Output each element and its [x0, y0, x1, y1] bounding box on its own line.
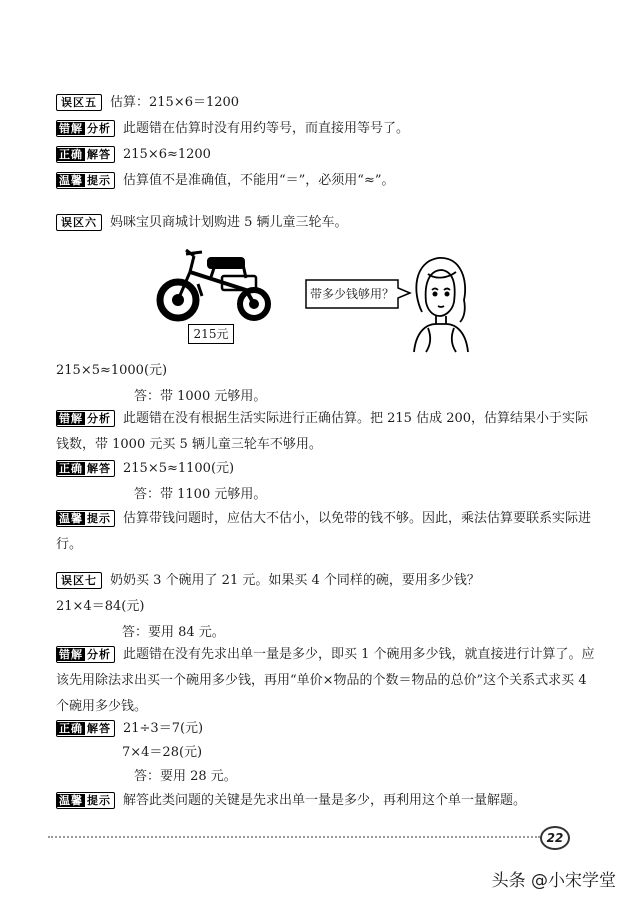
s7-tag: 误区七: [56, 572, 102, 589]
s6-answer-line1: 215×5≈1100(元): [123, 461, 235, 476]
s5-tag: 误区五: [56, 94, 102, 111]
s6-tip-row: [56, 506, 600, 558]
correct-answer-label: 正确 解答: [56, 146, 115, 163]
s6-problem-row: [56, 212, 600, 233]
s7-answer-row: [56, 718, 600, 739]
s7-wrong-line1: 21×4＝84(元): [56, 599, 145, 614]
s6-answer-row: [56, 458, 600, 479]
s6-wrong-line1: 215×5≈1000(元): [56, 363, 168, 378]
footer-divider: [48, 836, 540, 838]
s5-answer: 215×6≈1200: [123, 147, 211, 162]
s6-answer-line2: 答：带 1100 元够用。: [134, 487, 267, 502]
error-analysis-label: 错解 分析: [56, 410, 115, 427]
s5-answer-row: [56, 144, 600, 165]
tip-label: 温馨 提示: [56, 792, 115, 809]
s6-analysis-row: [56, 406, 600, 458]
s5-analysis-row: [56, 118, 600, 139]
s6-tip: 估算带钱问题时，应估大不估小，以免带的钱不够。因此，乘法估算要联系实际进行。: [56, 511, 592, 552]
page-number: 22: [540, 826, 570, 850]
s6-problem: 妈咪宝贝商城计划购进 5 辆儿童三轮车。: [110, 215, 348, 230]
s7-problem: 奶奶买 3 个碗用了 21 元。如果买 4 个同样的碗，要用多少钱？: [110, 573, 480, 588]
tip-label: 温馨 提示: [56, 510, 115, 527]
s5-problem: 估算：215×6＝1200: [110, 95, 240, 110]
s7-tip: 解答此类问题的关键是先求出单一量是多少，再利用这个单一量解题。: [123, 793, 527, 808]
s7-answer-line3: 答：要用 28 元。: [134, 769, 237, 784]
s5-tip: 估算值不是准确值，不能用“＝”，必须用“≈”。: [123, 173, 395, 188]
s7-wrong-line2: 答：要用 84 元。: [122, 625, 225, 640]
watermark: 头条 @小宋学堂: [491, 871, 616, 891]
s5-tip-row: [56, 170, 600, 191]
price-tag: 215元: [188, 324, 234, 344]
s7-analysis: 此题错在没有先求出单一量是多少，即买 1 个碗用多少钱，就直接进行计算了。应该先用除法求出买一个碗用多少钱，再用“单价×物品的个数＝物品的总价”这个关系式求买 4 个碗用多少钱。: [56, 647, 595, 714]
s7-analysis-row: [56, 642, 600, 720]
girl-icon: [408, 252, 472, 354]
s5-analysis: 此题错在估算时没有用约等号，而直接用等号了。: [123, 121, 410, 136]
speech-text: 带多少钱够用？: [310, 287, 395, 301]
tricycle-icon: [150, 244, 280, 326]
error-analysis-label: 错解 分析: [56, 120, 115, 137]
s7-problem-row: [56, 570, 600, 591]
correct-answer-label: 正确 解答: [56, 460, 115, 477]
s6-tag: 误区六: [56, 214, 102, 231]
s5-problem-row: [56, 92, 600, 113]
error-analysis-label: 错解 分析: [56, 646, 115, 663]
tip-label: 温馨 提示: [56, 172, 115, 189]
correct-answer-label: 正确 解答: [56, 720, 115, 737]
s7-answer-line2: 7×4＝28(元): [122, 745, 203, 760]
s7-answer-line1: 21÷3＝7(元): [123, 721, 204, 736]
s6-analysis: 此题错在没有根据生活实际进行正确估算。把 215 估成 200，估算结果小于实际钱数，带 1000 元买 5 辆儿童三轮车不够用。: [56, 411, 589, 452]
s7-tip-row: [56, 790, 600, 811]
s6-wrong-line2: 答：带 1000 元够用。: [134, 389, 267, 404]
